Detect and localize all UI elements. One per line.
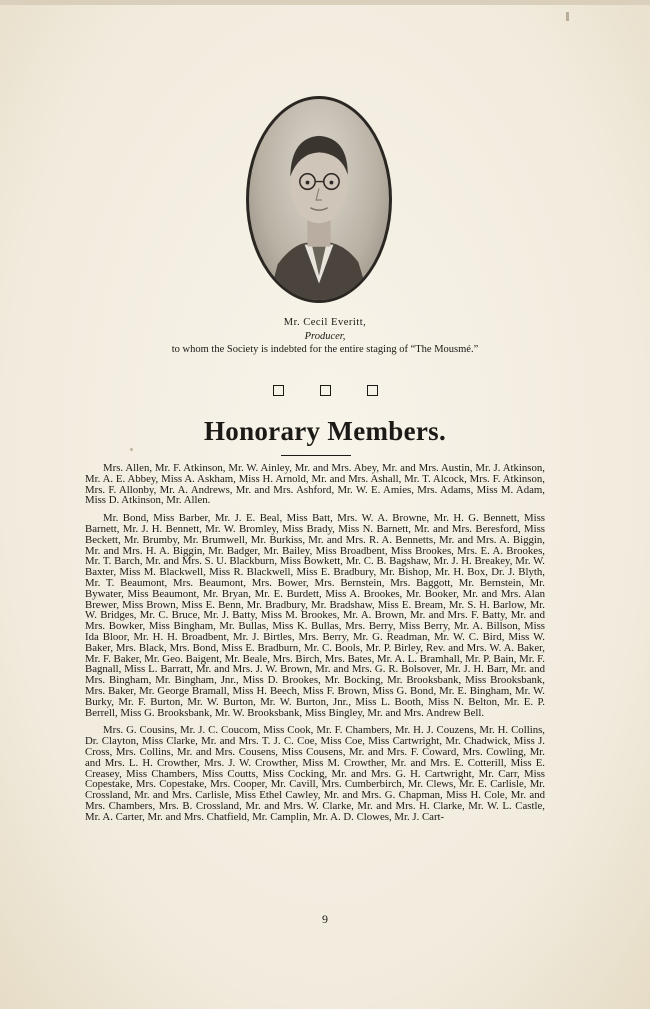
producer-note: to whom the Society is indebted for the entire staging of “The Mousmé.” — [171, 344, 479, 355]
square-ornament-icon — [273, 385, 284, 396]
page-number: 9 — [322, 912, 328, 926]
portrait-photo — [246, 96, 392, 303]
producer-role: Producer, — [304, 331, 346, 342]
square-ornament-icon — [320, 385, 331, 396]
members-list — [85, 463, 545, 830]
binding-mark — [566, 12, 569, 21]
heading-rule — [281, 455, 351, 456]
square-ornament-icon — [367, 385, 378, 396]
paper-speck — [130, 448, 133, 451]
ornament-row — [0, 383, 650, 401]
members-paragraph-b: Mr. Bond, Miss Barber, Mr. J. E. Beal, Miss Batt, Mrs. W. A. Browne, Mr. H. G. Bennett, Miss Barnett, Mr. J. H. Bennett, Mr. W. Bromley, Miss Brady, Miss N. Barnett, Mr. and Mrs. Beresford, Miss Beckett, Mr. Brumby, Mr. Brumwell, Mr. Burkiss, Mr. and Mrs. R. A. Bennetts, Mr. and Mrs. A. Biggin, Mr. and Mrs. H. A. Biggin, Mr. Badger, Mr. Bailey, Miss Broadbent, Miss Brookes, Mrs. E. A. Brookes, Mr. T. Barch, Mr. and Mrs. S. U. Blackburn, Miss Bowkett, Mr. C. B. Bagshaw, Mr. J. H. Breakey, Mr. W. Baxter, Miss M. Blackwell, Miss R. Blackwell, Miss E. Bradbury, Mr. Bishop, Mr. H. Box, Dr. J. Blyth, Mr. T. Beaumont, Mrs. Beaumont, Mrs. Bower, Mrs. Bernstein, Mrs. Baggott, Mr. Bernstein, Mr. Bywater, Miss Beaumont, Mr. Bryan, Mr. E. Burdett, Miss A. Brookes, Mr. Booker, Mr. and Mrs. Alan Brewer, Miss Brown, Miss E. Benn, Mr. Bradbury, Mr. Bradshaw, Miss E. Bream, Mr. S. H. Barlow, Mr. W. Bridges, Mr. C. Bruce, Mr. J. Batty, Miss M. Brookes, Mr. A. Brown, Mr. and Mrs. F. Batty, Mr. and Mrs. Bowker, Miss Bingham, Mr. Bullas, Miss K. Bullas, Mrs. Berry, Miss Berry, Mr. A. Billson, Miss Ida Bloor, Mr. H. H. Broadbent, Mr. J. Birtles, Mrs. Berry, Mr. G. Readman, Mr. W. C. Bird, Miss W. Baker, Mrs. Black, Mrs. Bond, Miss E. Bradburn, Mr. C. Bools, Mr. P. Birley, Rev. and Mrs. W. A. Baker, Mr. F. Baker, Mr. Geo. Baigent, Mr. Beale, Mrs. Birch, Mrs. Bates, Mr. A. L. Bramhall, Mr. P. Bain, Mr. F. Bagnall, Miss L. Barratt, Mr. and Mrs. J. W. Brown, Mr. and Mrs. G. R. Bolsover, Mr. J. H. Barr, Mr. and Mrs. Bingham, Mr. Bingham, Jnr., Miss D. Brookes, Mr. Bocking, Mr. Brooksbank, Miss Brooksbank, Mrs. Baker, Mr. George Bramall, Miss H. Beech, Miss F. Brown, Miss G. Bond, Mr. E. Bingham, Mr. W. Burky, Mr. F. Burton, Mr. W. Burton, Mr. W. Burton, Jnr., Miss L. Booth, Miss N. Belton, Mr. E. P. Berrell, Miss G. Brooksbank, Mr. W. Brooksbank, Miss Bingley, Mr. and Mrs. Andrew Bell. — [85, 512, 545, 719]
page-top-edge — [0, 0, 650, 5]
members-paragraph-c: Mrs. G. Cousins, Mr. J. C. Coucom, Miss Cook, Mr. F. Chambers, Mr. H. J. Couzens, Mr. H. Collins, Dr. Clayton, Miss Clarke, Mr. and Mrs. T. J. C. Coe, Miss Coe, Miss Cartwright, Mr. Chadwick, Miss J. Cross, Mrs. Collins, Mr. and Mrs. Cousens, Miss Cousens, Mr. and Mrs. F. Coward, Mrs. Cowling, Mr. and Mrs. L. H. Crowther, Mrs. J. W. Crowther, Miss M. Crowther, Mr. and Mrs. E. Cotterill, Miss E. Creasey, Miss Chambers, Miss Coutts, Miss Cocking, Mr. and Mrs. G. H. Cartwright, Mr. Carr, Miss Copestake, Mrs. Copestake, Mrs. Cooper, Mr. Cavill, Mrs. Cumberbirch, Mr. Clews, Mr. E. Carlisle, Mr. Crossland, Mr. and Mrs. Carlisle, Miss Ethel Cawley, Mr. and Mrs. G. Chapman, Miss H. Cole, Mr. and Mrs. Chambers, Mrs. B. Crossland, Mr. and Mrs. W. Clarke, Mr. and Mrs. H. Clarke, Mr. W. L. Castle, Mr. A. Carter, Mr. and Mrs. Chatfield, Mr. Camplin, Mr. A. D. Clowes, Mr. J. Cart- — [85, 724, 545, 823]
producer-name: Mr. Cecil Everitt, — [283, 317, 367, 328]
members-paragraph-a: Mrs. Allen, Mr. F. Atkinson, Mr. W. Ainley, Mr. and Mrs. Abey, Mr. and Mrs. Austin, Mr. J. Atkinson, Mr. A. E. Abbey, Miss A. Askham, Miss H. Arnold, Mr. and Mrs. Ashall, Mr. T. Alcock, Mrs. F. Atkinson, Mrs. F. Allonby, Mr. A. Andrews, Mr. and Mrs. Ashford, Mr. W. E. Amies, Mrs. Adams, Miss M. Adam, Miss D. Atkinson, Mr. Allen. — [85, 462, 545, 507]
section-heading: Honorary Members. — [203, 416, 447, 446]
